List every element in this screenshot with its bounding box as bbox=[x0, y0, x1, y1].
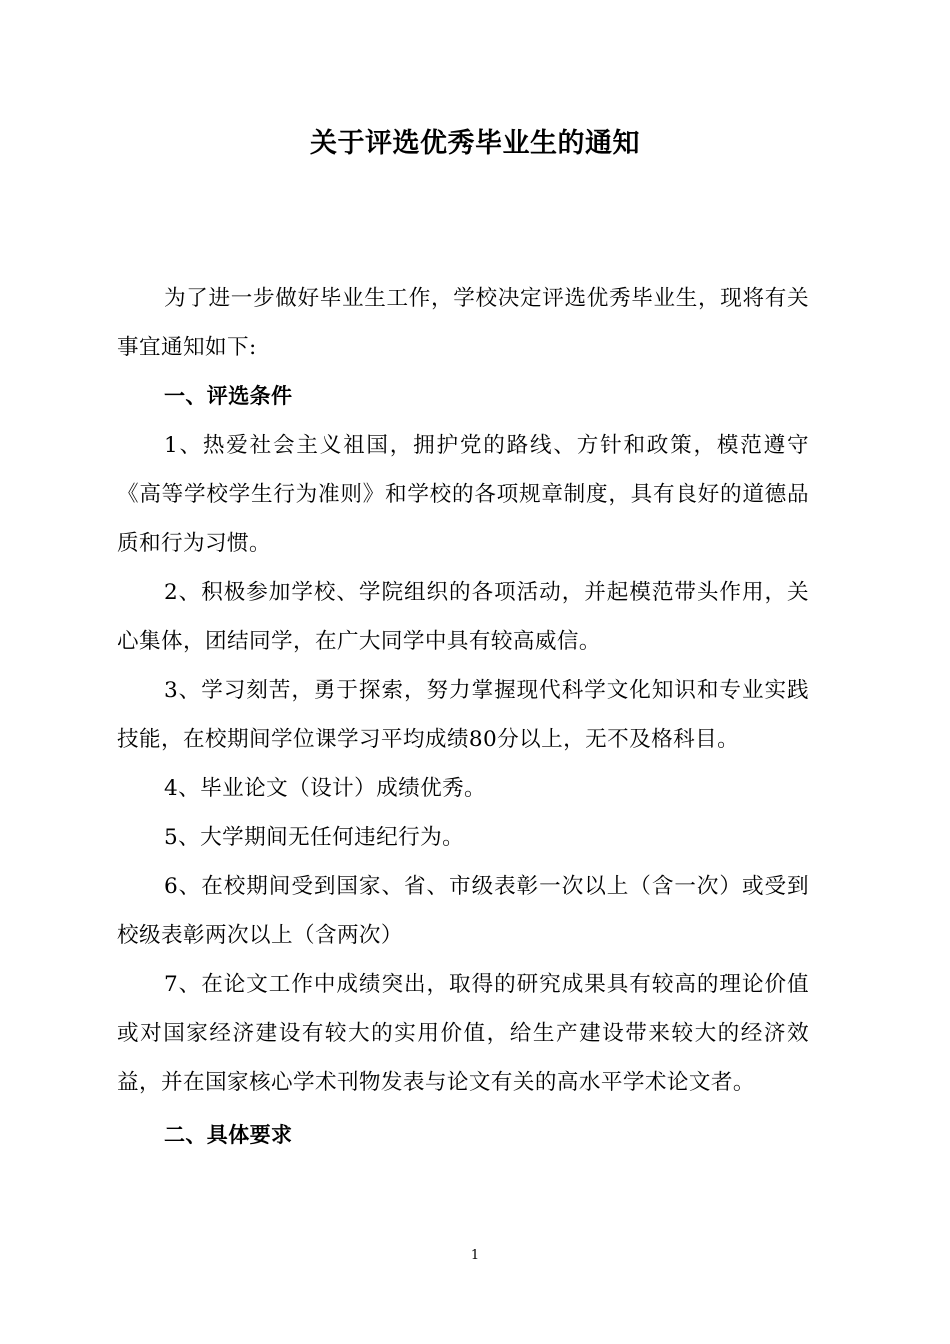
criteria-item-5: 5、大学期间无任何违纪行为。 bbox=[164, 825, 465, 850]
criteria-item-6: 6、在校期间受到国家、省、市级表彰一次以上（含一次）或受到校级表彰两次以上（含两次） bbox=[117, 874, 809, 948]
criteria-item-7: 7、在论文工作中成绩突出，取得的研究成果具有较高的理论价值或对国家经济建设有较大的实用价值，给生产建设带来较大的经济效益，并在国家核心学术刊物发表与论文有关的高水平学术论文者。 bbox=[117, 972, 809, 1095]
document-body bbox=[117, 274, 809, 1160]
section-heading-criteria: 一、评选条件 bbox=[164, 384, 293, 408]
criteria-item-3: 3、学习刻苦，勇于探索，努力掌握现代科学文化知识和专业实践技能，在校期间学位课学习平均成绩80分以上，无不及格科目。 bbox=[117, 678, 809, 752]
document-title: 关于评选优秀毕业生的通知 bbox=[310, 128, 640, 159]
criteria-item-4: 4、毕业论文（设计）成绩优秀。 bbox=[164, 776, 487, 801]
criteria-item-2: 2、积极参加学校、学院组织的各项活动，并起模范带头作用，关心集体，团结同学，在广大同学中具有较高威信。 bbox=[117, 580, 809, 654]
page-number: 1 bbox=[470, 1248, 480, 1263]
intro-paragraph: 为了进一步做好毕业生工作，学校决定评选优秀毕业生，现将有关事宜通知如下: bbox=[117, 286, 809, 360]
section-heading-requirements: 二、具体要求 bbox=[164, 1123, 293, 1147]
criteria-item-1: 1、热爱社会主义祖国，拥护党的路线、方针和政策，模范遵守《高等学校学生行为准则》和学校的各项规章制度，具有良好的道德品质和行为习惯。 bbox=[117, 433, 809, 556]
